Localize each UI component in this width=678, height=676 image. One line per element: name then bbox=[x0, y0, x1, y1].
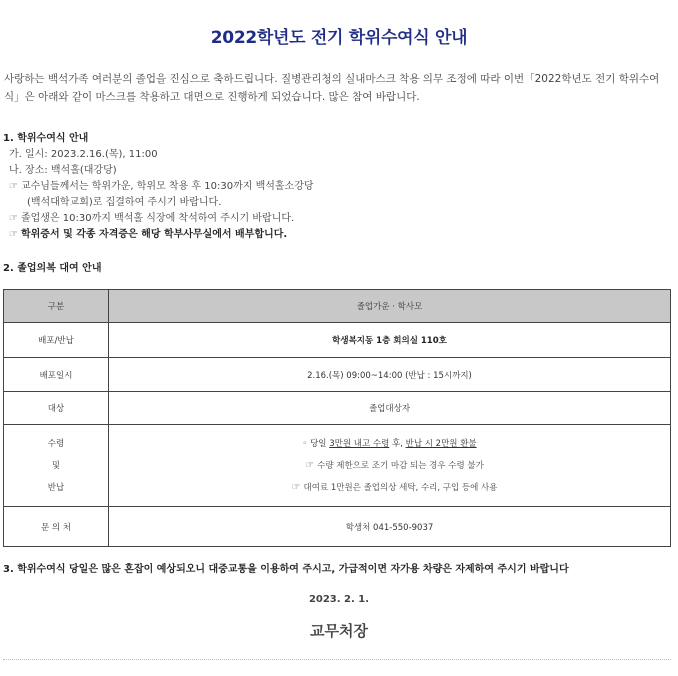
pickup-return-rule: ◦ 당일 3만원 내고 수령 후, 반납 시 2만원 환불 bbox=[302, 438, 477, 449]
row-label: 대상 bbox=[4, 392, 109, 425]
note-certificates: ☞ 학위증서 및 각종 자격증은 해당 학부사무실에서 배부합니다. bbox=[9, 229, 288, 240]
table-header-row bbox=[4, 290, 671, 323]
section1-heading: 1. 학위수여식 안내 bbox=[3, 133, 89, 144]
bullet-icon: ◦ bbox=[302, 438, 308, 449]
pointing-hand-icon: ☞ bbox=[291, 481, 301, 493]
note-professors-cont: (백석대학교회)로 집결하여 주시기 바랍니다. bbox=[27, 197, 222, 208]
pointing-hand-icon: ☞ bbox=[9, 213, 18, 224]
signature: 교무처장 bbox=[310, 622, 368, 640]
footer-divider bbox=[3, 659, 671, 660]
table-row bbox=[4, 425, 671, 507]
note-graduates: ☞ 졸업생은 10:30까지 백석홀 식장에 착석하여 주시기 바랍니다. bbox=[9, 213, 295, 224]
quantity-limit-note: ☞ 수량 제한으로 조기 마감 되는 경우 수령 불가 bbox=[305, 459, 484, 471]
table-row bbox=[4, 323, 671, 358]
row-value: 졸업대상자 bbox=[109, 392, 671, 425]
intro-paragraph: 사랑하는 백석가족 여러분의 졸업을 진심으로 축하드립니다. 질병관리청의 실내마스크 착용 의무 조정에 따라 이번「2022학년도 전기 학위수여식」은 아래와 같이 마스크를 착용하고 대면으로 진행하게 되었습니다. 많은 참여 바랍니다. bbox=[4, 73, 660, 103]
row-label: 배포일시 bbox=[4, 358, 109, 392]
pointing-hand-icon: ☞ bbox=[305, 459, 315, 471]
ceremony-place: 나. 장소: 백석홀(대강당) bbox=[9, 165, 117, 176]
header-gown-cap: 졸업가운 · 학사모 bbox=[109, 290, 671, 323]
row-value: 2.16.(목) 09:00~14:00 (반납 : 15시까지) bbox=[109, 358, 671, 392]
row-label: 문 의 처 bbox=[4, 507, 109, 547]
table-row bbox=[4, 507, 671, 547]
row-value: 학생처 041-550-9037 bbox=[109, 507, 671, 547]
gown-rental-table bbox=[3, 289, 671, 547]
row-value: 학생복지동 1층 회의실 110호 bbox=[109, 323, 671, 358]
pointing-hand-icon: ☞ bbox=[9, 229, 18, 240]
table-row bbox=[4, 392, 671, 425]
header-category: 구분 bbox=[4, 290, 109, 323]
note-professors: ☞ 교수님들께서는 학위가운, 학위모 착용 후 10:30까지 백석홀소강당 bbox=[9, 181, 314, 192]
row-label: 배포/반납 bbox=[4, 323, 109, 358]
pointing-hand-icon: ☞ bbox=[9, 181, 18, 192]
row-value bbox=[109, 425, 671, 507]
section3-notice: 3. 학위수여식 당일은 많은 혼잡이 예상되오니 대중교통을 이용하여 주시고, 가급적이면 자가용 차량은 자제하여 주시기 바랍니다 bbox=[3, 564, 569, 575]
table-row bbox=[4, 358, 671, 392]
row-label: 수령 및 반납 bbox=[4, 425, 109, 507]
page-title: 2022학년도 전기 학위수여식 안내 bbox=[210, 28, 468, 48]
ceremony-date: 가. 일시: 2023.2.16.(목), 11:00 bbox=[9, 149, 158, 160]
notice-date: 2023. 2. 1. bbox=[308, 594, 370, 605]
section2-heading: 2. 졸업의복 대여 안내 bbox=[3, 263, 102, 274]
fee-usage-note: ☞ 대여료 1만원은 졸업의상 세탁, 수리, 구입 등에 사용 bbox=[291, 481, 498, 493]
